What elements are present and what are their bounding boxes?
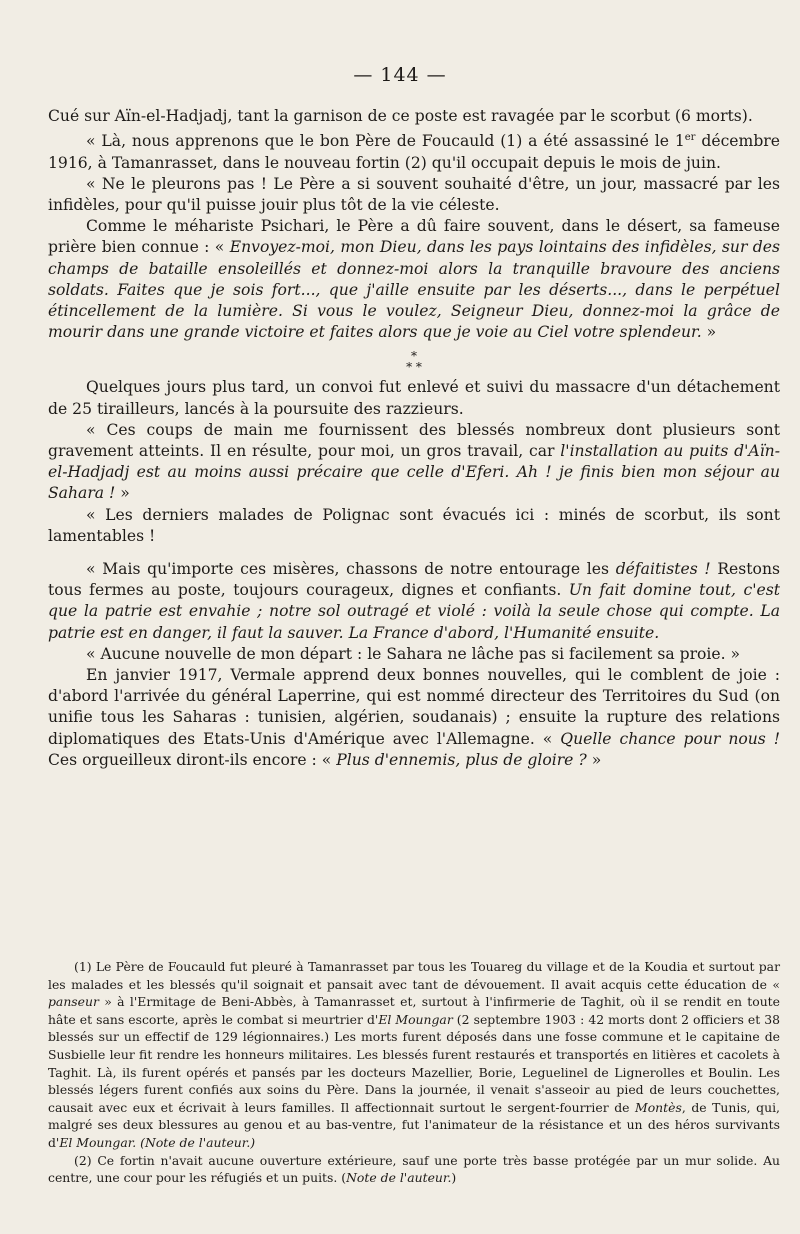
paragraph: « Ces coups de main me fournissent des blessés nombreux dont plusieurs sont gravement atteints. Il en résulte, pour moi, un gros travail, car l'installation au puits d'Aïn-el-Hadjadj est au moins aussi précaire que celle d'Eferi. Ah ! je finis bien mon séjour au Sahara ! »: [48, 420, 780, 503]
main-text: [48, 106, 780, 771]
paragraph: Quelques jours plus tard, un convoi fut enlevé et suivi du massacre d'un détachement de 25 tirailleurs, lancés à la poursuite des razzieurs.: [48, 378, 780, 418]
paragraph: Comme le méhariste Psichari, le Père a dû faire souvent, dans le désert, sa fameuse prière bien connue : « Envoyez-moi, mon Dieu, dans les pays lointains des infidèles, sur des champs de bataille ensoleillés et donnez-moi alors la tranquille bravoure des anciens soldats. Faites que je sois fort..., que j'aille ensuite par les déserts..., dans le perpétuel étincellement de la lumière. Si vous le voulez, Seigneur Dieu, donnez-moi la grâce de mourir dans une grande victoire et faites alors que je voie au Ciel votre splendeur. »: [48, 217, 780, 342]
paragraph: « Mais qu'importe ces misères, chassons de notre entourage les défaitistes ! Restons tous fermes au poste, toujours courageux, dignes et confiants. Un fait domine tout, c'est que la patrie est envahie ; notre sol outragé et violé : voilà la seule chose qui compte. La patrie est en danger, il faut la sauver. La France d'abord, l'Humanité ensuite.: [48, 560, 780, 642]
paragraph: « Aucune nouvelle de mon départ : le Sahara ne lâche pas si facilement sa proie. »: [86, 644, 741, 663]
page-number: — 144 —: [353, 64, 447, 86]
paragraph: Cué sur Aïn-el-Hadjadj, tant la garnison de ce poste est ravagée par le scorbut (6 morts).: [48, 107, 753, 125]
paragraph: « Là, nous apprenons que le bon Père de Foucauld (1) a été assassiné le 1er décembre 1916, à Tamanrasset, dans le nouveau fortin (2) qu'il occupait depuis le mois de juin.: [48, 132, 780, 172]
paragraph: « Ne le pleurons pas ! Le Père a si souvent souhaité d'être, un jour, massacré par les infidèles, pour qu'il puisse jouir plus tôt de la vie céleste.: [48, 174, 780, 214]
section-asterism: * * *: [406, 349, 422, 375]
footnote-1: (1) Le Père de Foucauld fut pleuré à Tamanrasset par tous les Touareg du village et de la Koudia et surtout par les malades et les blessés qu'il soignait et pansait avec tant de dévouement. Il avait acquis cette éducation de « panseur » à l'Ermitage de Beni-Abbès, à Tamanrasset et, surtout à l'infirmerie de Taghit, où il se rendit en toute hâte et sans escorte, après le combat si meurtrier d'El Moungar (2 septembre 1903 : 42 morts dont 2 officiers et 38 blessés sur un effectif de 129 légionnaires.) Les morts furent déposés dans une fosse commune et le capitaine de Susbielle leur fit rendre les honneurs militaires. Les blessés furent restaurés et transportés en litières et cacolets à Taghit. Là, ils furent opérés et pansés par les docteurs Mazellier, Borie, Leguelinel de Lignerolles et Boulin. Les blessés légers furent confiés aux soins du Père. Dans la journée, il venait s'asseoir au pied de leurs couchettes, causait avec eux et écrivait à leurs familles. Il affectionnait surtout le sergent-fourrier de Montès, de Tunis, qui, malgré ses deux blessures au genou et au bas-ventre, fut l'animateur de la résistance et un des héros survivants d'El Moungar. (Note de l'auteur.): [48, 959, 780, 1150]
footnotes: [48, 958, 780, 1187]
footnote-2: (2) Ce fortin n'avait aucune ouverture extérieure, sauf une porte très basse protégée par un mur solide. Au centre, une cour pour les réfugiés et un puits. (Note de l'auteur.): [48, 1152, 780, 1186]
paragraph: En janvier 1917, Vermale apprend deux bonnes nouvelles, qui le comblent de joie : d'abord l'arrivée du général Laperrine, qui est nommé directeur des Territoires du Sud (on unifie tous les Saharas : tunisien, algérien, soudanais) ; ensuite la rupture des relations diplomatiques des Etats-Unis d'Amérique avec l'Allemagne. « Quelle chance pour nous ! Ces orgueilleux diront-ils encore : « Plus d'ennemis, plus de gloire ? »: [48, 666, 780, 769]
paragraph: « Les derniers malades de Polignac sont évacués ici : minés de scorbut, ils sont lamentables !: [48, 505, 780, 545]
